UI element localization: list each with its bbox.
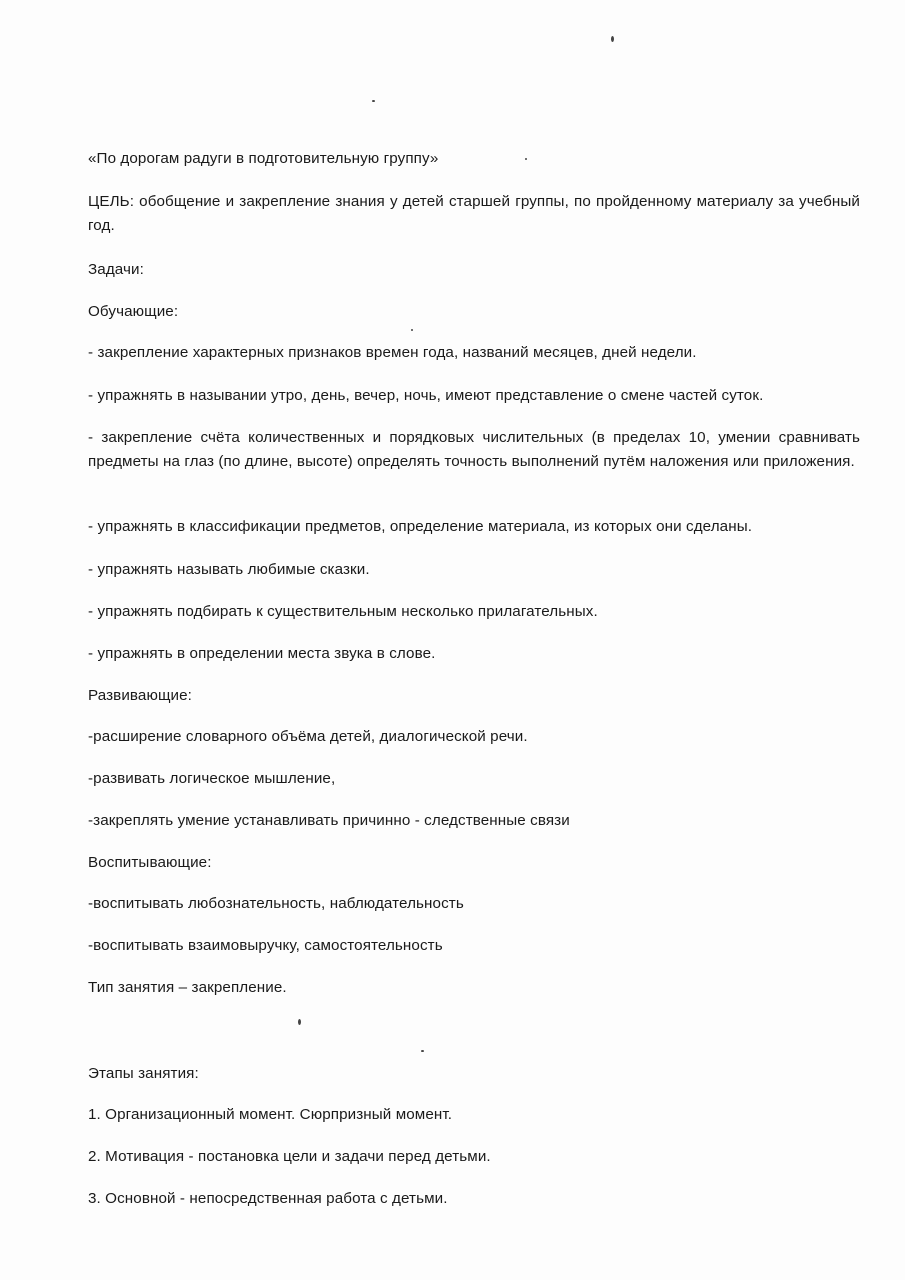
developing-item-3: -закреплять умение устанавливать причинно - следственные связи bbox=[88, 812, 570, 829]
developing-item-1: -расширение словарного объёма детей, диалогической речи. bbox=[88, 728, 528, 745]
lesson-type: Тип занятия – закрепление. bbox=[88, 979, 287, 996]
scan-speck bbox=[611, 36, 614, 42]
goal-paragraph: ЦЕЛЬ: обобщение и закрепление знания у детей старшей группы, по пройденному материалу за учебный год. bbox=[88, 193, 860, 234]
teaching-item-3: - закрепление счёта количественных и порядковых числительных (в пределах 10, умении сравнивать предметы на глаз (по длине, высоте) определять точность выполнений путём наложения или приложения. bbox=[88, 429, 860, 470]
teaching-heading: Обучающие: bbox=[88, 303, 179, 320]
stage-item-3: 3. Основной - непосредственная работа с детьми. bbox=[88, 1190, 448, 1207]
document-title: «По дорогам радуги в подготовительную группу» bbox=[88, 150, 439, 167]
educating-item-2: -воспитывать взаимовыручку, самостоятельность bbox=[88, 937, 443, 954]
stage-item-1: 1. Организационный момент. Сюрпризный момент. bbox=[88, 1106, 453, 1123]
teaching-item-2: - упражнять в назывании утро, день, вечер, ночь, имеют представление о смене частей суток. bbox=[88, 387, 764, 404]
stages-heading: Этапы занятия: bbox=[88, 1065, 199, 1082]
teaching-item-5: - упражнять называть любимые сказки. bbox=[88, 561, 370, 578]
scan-speck bbox=[421, 1050, 424, 1052]
scan-speck bbox=[372, 100, 375, 102]
educating-item-1: -воспитывать любознательность, наблюдательность bbox=[88, 895, 464, 912]
developing-item-2: -развивать логическое мышление, bbox=[88, 770, 336, 787]
teaching-item-7: - упражнять в определении места звука в слове. bbox=[88, 645, 436, 662]
teaching-item-6: - упражнять подбирать к существительным несколько прилагательных. bbox=[88, 603, 598, 620]
teaching-item-1: - закрепление характерных признаков времен года, названий месяцев, дней недели. bbox=[88, 344, 697, 361]
scan-speck bbox=[298, 1019, 301, 1025]
developing-heading: Развивающие: bbox=[88, 687, 192, 704]
scan-speck bbox=[525, 158, 527, 160]
teaching-item-4: - упражнять в классификации предметов, определение материала, из которых они сделаны. bbox=[88, 518, 753, 535]
scan-speck bbox=[411, 329, 413, 331]
educating-heading: Воспитывающие: bbox=[88, 854, 212, 871]
stage-item-2: 2. Мотивация - постановка цели и задачи перед детьми. bbox=[88, 1148, 491, 1165]
tasks-heading: Задачи: bbox=[88, 261, 144, 278]
